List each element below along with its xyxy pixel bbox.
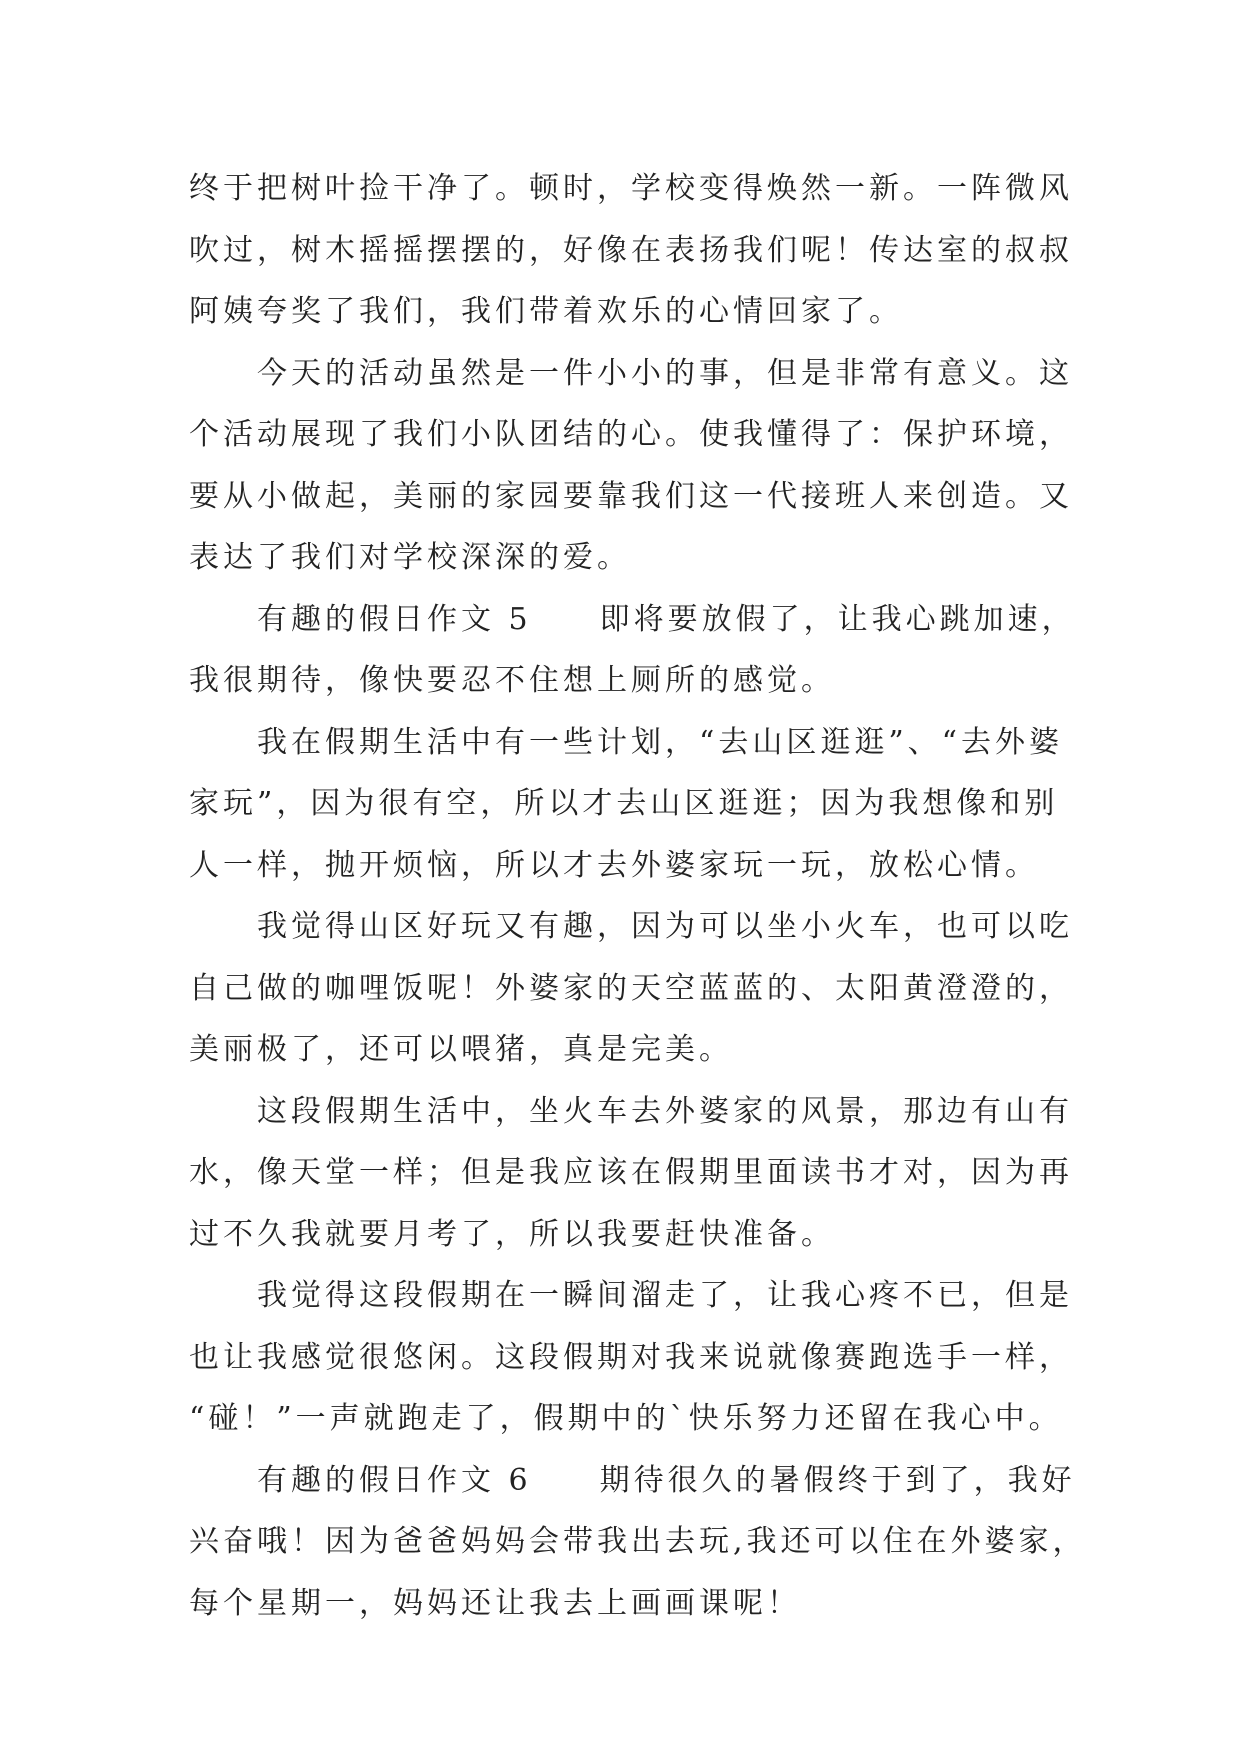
text-line: 我在假期生活中有一些计划，“去山区逛逛”、“去外婆: [257, 724, 1064, 760]
text-line: 今天的活动虽然是一件小小的事，但是非常有意义。这: [257, 355, 1073, 391]
text-line: 终于把树叶捡干净了。顿时，学校变得焕然一新。一阵微风: [189, 171, 1073, 206]
text-line: 每个星期一，妈妈还让我去上画画课呢！: [189, 1585, 801, 1621]
text-line: 吹过，树木摇摇摆摆的，好像在表扬我们呢！传达室的叔叔: [189, 232, 1073, 268]
text-line: 家玩”，因为很有空，所以才去山区逛逛；因为我想像和别: [189, 786, 1059, 821]
text-line: 表达了我们对学校深深的爱。: [189, 540, 631, 575]
text-line: 水，像天堂一样；但是我应该在假期里面读书才对，因为再: [189, 1155, 1073, 1190]
text-line: 个活动展现了我们小队团结的心。使我懂得了：保护环境，: [189, 417, 1073, 452]
text-line: 这段假期生活中，坐火车去外婆家的风景，那边有山有: [257, 1093, 1073, 1129]
text-line: 要从小做起，美丽的家园要靠我们这一代接班人来创造。又: [189, 478, 1073, 514]
text-line: 也让我感觉很悠闲。这段假期对我来说就像赛跑选手一样，: [189, 1339, 1073, 1375]
text-line: 兴奋哦！因为爸爸妈妈会带我出去玩,我还可以住在外婆家，: [189, 1524, 1087, 1559]
document-body: [189, 158, 1087, 1634]
text-line: 我觉得山区好玩又有趣，因为可以坐小火车，也可以吃: [257, 909, 1073, 944]
text-line: 人一样，抛开烦恼，所以才去外婆家玩一玩，放松心情。: [189, 847, 1039, 883]
text-line: 我很期待，像快要忍不住想上厕所的感觉。: [189, 663, 835, 698]
text-line: “碰！”一声就跑走了，假期中的`快乐努力还留在我心中。: [189, 1401, 1063, 1436]
text-line: 我觉得这段假期在一瞬间溜走了，让我心疼不已，但是: [257, 1278, 1073, 1313]
text-line: 自己做的咖哩饭呢！外婆家的天空蓝蓝的、太阳黄澄澄的，: [189, 970, 1073, 1006]
essay-heading-line: 有趣的假日作文 5 即将要放假了，让我心跳加速，: [257, 601, 1076, 637]
text-line: 美丽极了，还可以喂猪，真是完美。: [189, 1032, 733, 1067]
text-line: 过不久我就要月考了，所以我要赶快准备。: [189, 1216, 835, 1252]
text-line: 阿姨夸奖了我们，我们带着欢乐的心情回家了。: [189, 294, 903, 329]
essay-heading-line: 有趣的假日作文 6 期待很久的暑假终于到了，我好: [257, 1462, 1076, 1498]
